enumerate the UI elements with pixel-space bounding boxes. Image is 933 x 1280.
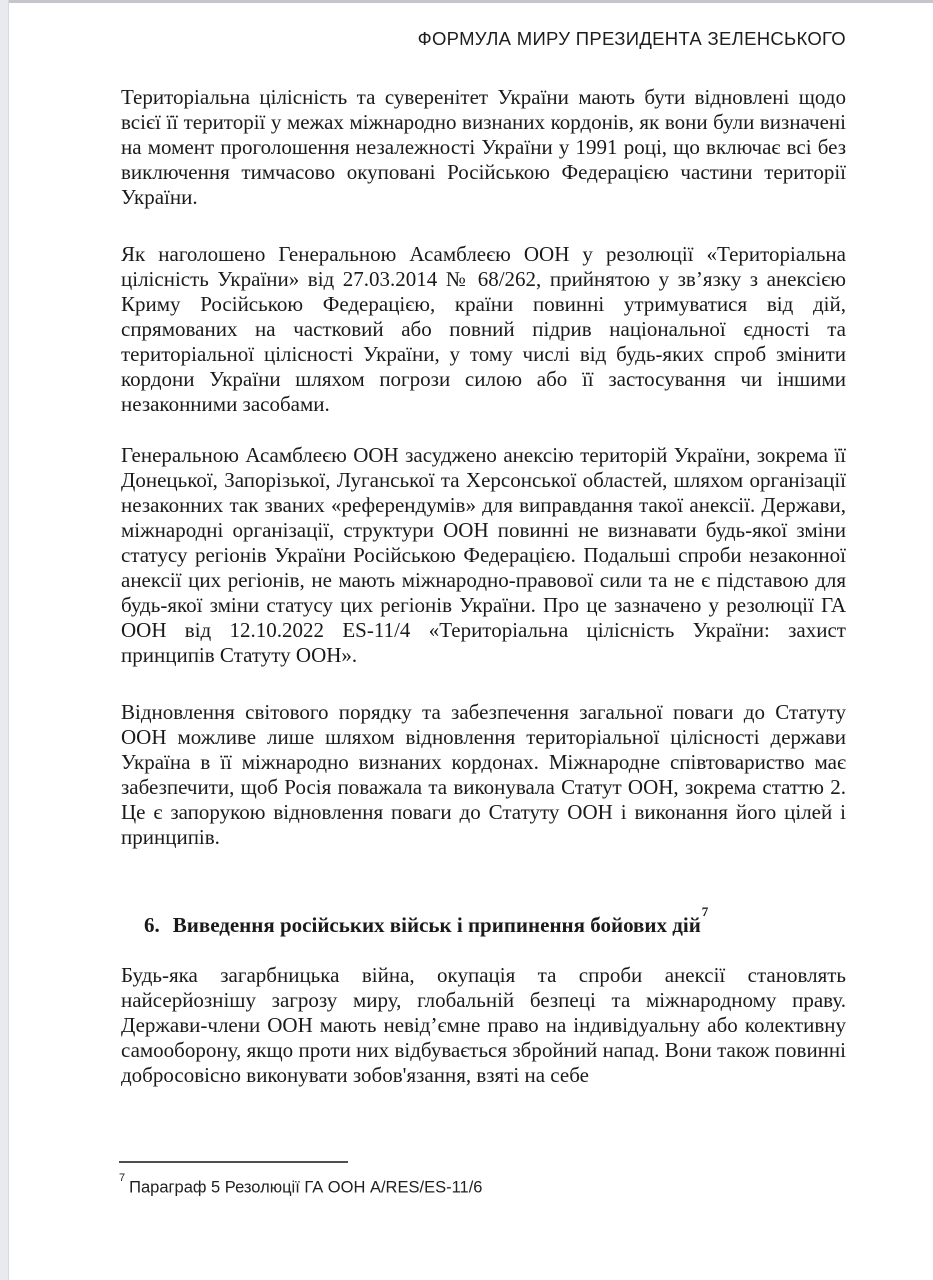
top-border-line [0, 0, 933, 3]
footnote-text [119, 1174, 844, 1198]
paragraph-world-order-restoration: Відновлення світового порядку та забезпечення загальної поваги до Статуту ООН можливе лише шляхом відновлення територіальної цілісності держави Україна в її міжнародно визнаних кордонах. Міжнародне співтовариство має забезпечити, щоб Росія поважала та виконувала Статут ООН, зокрема статтю 2. Це є запорукою відновлення поваги до Статуту ООН і виконання його цілей і принципів. [121, 700, 846, 849]
paragraph-war-of-aggression: Будь-яка загарбницька війна, окупація та спроби анексії становлять найсерйознішу загрозу миру, глобальній безпеці та міжнародному праву. Держави-члени ООН мають невід’ємне право на індивідуальну або колективну самооборону, якщо проти них відбувається збройний напад. Вони також повинні добросовісно виконувати зобов'язання, взяті на себе [121, 963, 846, 1087]
paragraph-annexation-condemned: Генеральною Асамблеєю ООН засуджено анексію територій України, зокрема її Донецької, Запорізької, Луганської та Херсонської областей, шляхом організації незаконних так званих «референдумів» для виправдання такої анексії. Держави, міжнародні організації, структури ООН повинні не визнавати будь-якої зміни статусу регіонів України Російською Федерацією. Подальші спроби незаконної анексії цих регіонів, не мають міжнародно-правової сили та не є підставою для будь-якої зміни статусу цих регіонів України. Про це зазначено у резолюції ГА ООН від 12.10.2022 ES-11/4 «Територіальна цілісність України: захист принципів Статуту ООН». [121, 443, 846, 667]
paragraph-territorial-integrity: Територіальна цілісність та суверенітет України мають бути відновлені щодо всієї її території у межах міжнародно визнаних кордонів, як вони були визначені на момент проголошення незалежності України у 1991 році, що включає всі без виключення тимчасово окуповані Російською Федерацією частини території України. [121, 85, 846, 209]
paragraph-un-resolution-68-262: Як наголошено Генеральною Асамблеєю ООН у резолюції «Територіальна цілісність України» від 27.03.2014 № 68/262, прийнятою у зв’язку з анексією Криму Російською Федерацією, країни повинні утримуватися від дій, спрямованих на частковий або повний підрив національної єдності та територіальної цілісності України, у тому числі від будь-яких спроб змінити кордони України шляхом погрози силою або її застосування чи іншими незаконними засобами. [121, 242, 846, 416]
running-header: ФОРМУЛА МИРУ ПРЕЗИДЕНТА ЗЕЛЕНСЬКОГО [417, 28, 846, 49]
document-body [121, 85, 846, 1088]
footnote-body: Параграф 5 Резолюції ГА ООН A/RES/ES-11/6 [129, 1178, 483, 1197]
left-edge-strip [0, 0, 9, 1280]
section-number: 6. [144, 913, 160, 937]
footnote-reference: 7 [701, 904, 709, 919]
footnote-marker: 7 [119, 1172, 126, 1184]
section-title: Виведення російських військ і припинення бойових дій [172, 913, 701, 937]
footnote-divider [119, 1161, 348, 1163]
section-heading [121, 904, 846, 938]
footnote-area [119, 1161, 844, 1198]
